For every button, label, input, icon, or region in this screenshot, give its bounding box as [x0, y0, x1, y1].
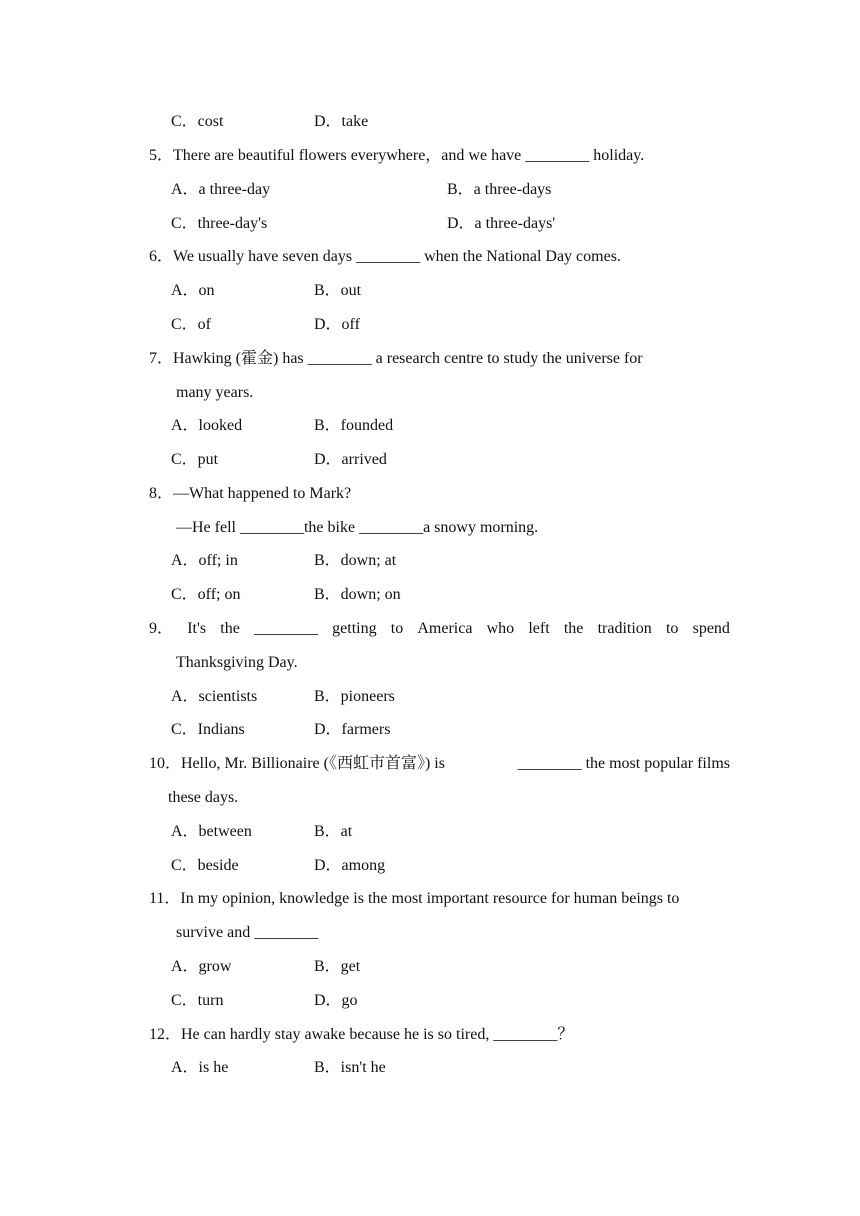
q6-stem: 6．We usually have seven days ________ when the National Day comes.	[149, 248, 621, 265]
q10-option-a: A．between	[171, 823, 252, 840]
q5-option-b: B．a three-days	[447, 181, 552, 198]
q10-stem	[149, 754, 730, 774]
q9-word: It's	[187, 620, 207, 637]
q8-option-c: C．off; on	[171, 586, 241, 603]
q11-stem-continued: survive and ________	[176, 924, 319, 941]
q7-option-a: A．looked	[171, 417, 243, 434]
q10-stem-right: ________ the most popular films	[517, 755, 730, 772]
q7-option-b: B．founded	[314, 417, 394, 434]
q8-stem-continued: —He fell ________the bike ________a snowy morning.	[176, 519, 539, 536]
q10-stem-continued: these days.	[168, 789, 239, 806]
q4-option-d: D．take	[314, 113, 369, 130]
q9-blank: ________	[253, 620, 318, 637]
q9-stem-continued: Thanksgiving Day.	[176, 654, 298, 671]
q9-word: 9．	[149, 620, 174, 637]
q9-option-a: A．scientists	[171, 688, 258, 705]
q6-option-c: C．of	[171, 316, 212, 333]
q9-word: the	[220, 620, 240, 637]
q6-option-b: B．out	[314, 282, 362, 299]
q9-option-d: D．farmers	[314, 721, 391, 738]
q9-word: who	[486, 620, 515, 637]
q10-option-d: D．among	[314, 857, 386, 874]
q7-stem-continued: many years.	[176, 384, 254, 401]
q9-word: America	[417, 620, 473, 637]
q6-option-a: A．on	[171, 282, 215, 299]
q7-option-d: D．arrived	[314, 451, 387, 468]
q4-option-c: C．cost	[171, 113, 224, 130]
q12-option-a: A．is he	[171, 1059, 229, 1076]
q12-option-b: B．isn't he	[314, 1059, 386, 1076]
q5-stem: 5．There are beautiful flowers everywhere，and we have ________ holiday.	[149, 147, 645, 164]
q5-option-d: D．a three-days'	[447, 215, 556, 232]
q9-word: to	[390, 620, 404, 637]
q9-word: tradition	[597, 620, 652, 637]
q9-word: left	[528, 620, 550, 637]
q7-option-c: C．put	[171, 451, 219, 468]
q7-stem: 7．Hawking (霍金) has ________ a research centre to study the universe for	[149, 350, 643, 367]
q8-option-d: B．down; on	[314, 586, 401, 603]
q10-option-b: B．at	[314, 823, 353, 840]
q8-option-a: A．off; in	[171, 552, 238, 569]
q5-option-c: C．three-day's	[171, 215, 268, 232]
q8-option-b: B．down; at	[314, 552, 397, 569]
q11-option-c: C．turn	[171, 992, 224, 1009]
q9-word: spend	[692, 620, 730, 637]
q8-stem: 8．—What happened to Mark?	[149, 485, 352, 502]
q10-option-c: C．beside	[171, 857, 239, 874]
q5-option-a: A．a three-day	[171, 181, 271, 198]
q9-word: the	[563, 620, 584, 637]
q9-stem	[149, 619, 730, 639]
q9-word: getting	[332, 620, 377, 637]
q11-option-b: B．get	[314, 958, 361, 975]
q9-option-b: B．pioneers	[314, 688, 395, 705]
q11-stem: 11．In my opinion, knowledge is the most important resource for human beings to	[149, 890, 680, 907]
q11-option-a: A．grow	[171, 958, 232, 975]
q9-word: to	[665, 620, 679, 637]
q9-option-c: C．Indians	[171, 721, 245, 738]
q11-option-d: D．go	[314, 992, 358, 1009]
q12-stem: 12．He can hardly stay awake because he is so tired, ________？	[149, 1026, 574, 1043]
q10-stem-left: 10．Hello, Mr. Billionaire (《西虹市首富》) is	[149, 755, 445, 772]
q6-option-d: D．off	[314, 316, 360, 333]
